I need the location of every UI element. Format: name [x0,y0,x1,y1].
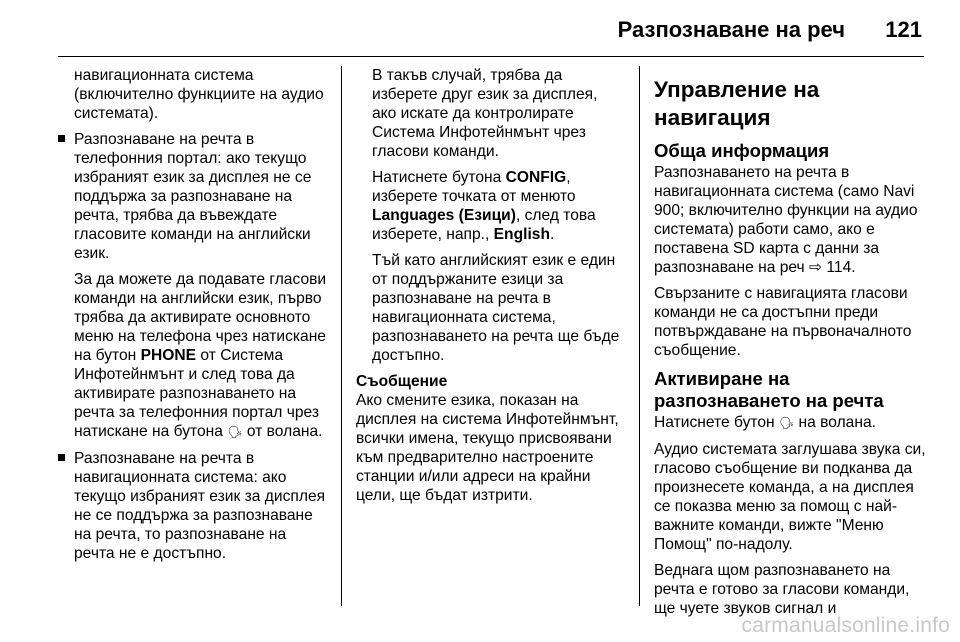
page-header [0,0,960,64]
config-button-label: CONFIG [505,169,567,186]
watermark: carmanualsonline.info [741,614,950,637]
paragraph: Тъй като английският език е един от поддържаните езици за разпознаване на речта в навигационната система, разпознаването на речта ще бъде достъпно. [372,252,620,364]
column-middle [356,66,626,512]
bullet-square-icon [58,454,65,461]
paragraph [654,413,926,433]
subsection-heading: Обща информация [654,140,830,161]
paragraph-text: За да можете да подавате гласови команди на английски език, първо трябва да активирате основното меню на телефона чрез натискане на бутон [74,271,327,364]
paragraph-text: , след това изберете, напр., [372,207,596,243]
bullet-text: Разпознаване на речта в навигационната система: ако текущо избраният език за дисплея не се поддържа за разпознаване на речта, то разпознаване на речта не е достъпно. [74,450,326,562]
note-heading: Съобщение [356,373,448,390]
paragraph [58,270,328,442]
languages-menu-label: Languages (Езици) [372,207,516,224]
paragraph [356,168,626,244]
paragraph-text: Натиснете бутона [372,169,506,186]
column-divider [341,66,342,606]
paragraph: Свързаните с навигацията гласови команди не са достъпни преди потвърждаване на първоначалното съобщение. [654,285,912,359]
paragraph: Веднага щом разпознаването на речта е готово за гласови команди, ще чуете звуков сигнал и [654,562,910,617]
page-number: 121 [885,17,922,42]
column-divider [639,66,640,606]
paragraph-text: . [549,226,555,243]
paragraph [654,163,926,277]
reference-arrow-icon: ⇨ [809,259,823,276]
paragraph-text: от Система Инфотейнмънт и след това да активирате разпознаването на речта за телефонния портал чрез натискане на бутона [74,347,319,440]
header-rule [58,56,924,57]
bullet-square-icon [58,135,65,142]
bullet-item [58,449,328,563]
paragraph-text: 114. [822,259,856,276]
column-right [654,76,926,625]
paragraph-text: , изберете точката от менюто [372,169,576,205]
continued-text: навигационната система (включително функциите на аудио системата). [74,67,324,122]
page-title: Разпознаване на реч [617,17,845,42]
paragraph-text: Натиснете бутон [654,414,779,431]
voice-command-icon: 🗣︎ [227,425,243,439]
paragraph-text: Разпознаването на речта в навигационната система (само Navi 900; включително функции на аудио системата) работи само, ако е поставена SD карта с данни за разпознаване на реч [654,164,918,276]
subsection-heading: Активиране на разпознаването на речта [654,368,884,411]
paragraph: Аудио системата заглушава звука си, гласово съобщение ви подканва да произнесете команда, а на дисплея се показва меню за помощ с най-важните команди, вижте "Меню Помощ" по-надолу. [654,441,926,553]
bullet-item [58,130,328,263]
paragraph-text: на волана. [794,414,876,431]
phone-button-label: PHONE [140,347,197,364]
paragraph-text: от волана. [242,423,323,440]
column-left [58,66,328,570]
bullet-text: Разпознаване на речта в телефонния портал: ако текущо избраният език за дисплея не се поддържа за разпознаване на речта, трябва да въвеждате гласовите команди на английски език. [74,131,312,262]
voice-command-icon: 🗣︎ [778,416,795,430]
note-text: Ако смените езика, показан на дисплея на система Инфотейнмънт, всички имена, текущо присвоявани към предварително настроените станции и/или адреси на крайни цели, ще бъдат изтрити. [356,392,619,504]
section-heading: Управление на навигация [654,77,820,130]
paragraph: В такъв случай, трябва да изберете друг език за дисплея, ако искате да контролирате Система Инфотейнмънт чрез гласови команди. [372,67,598,160]
english-option-label: English [493,226,550,243]
